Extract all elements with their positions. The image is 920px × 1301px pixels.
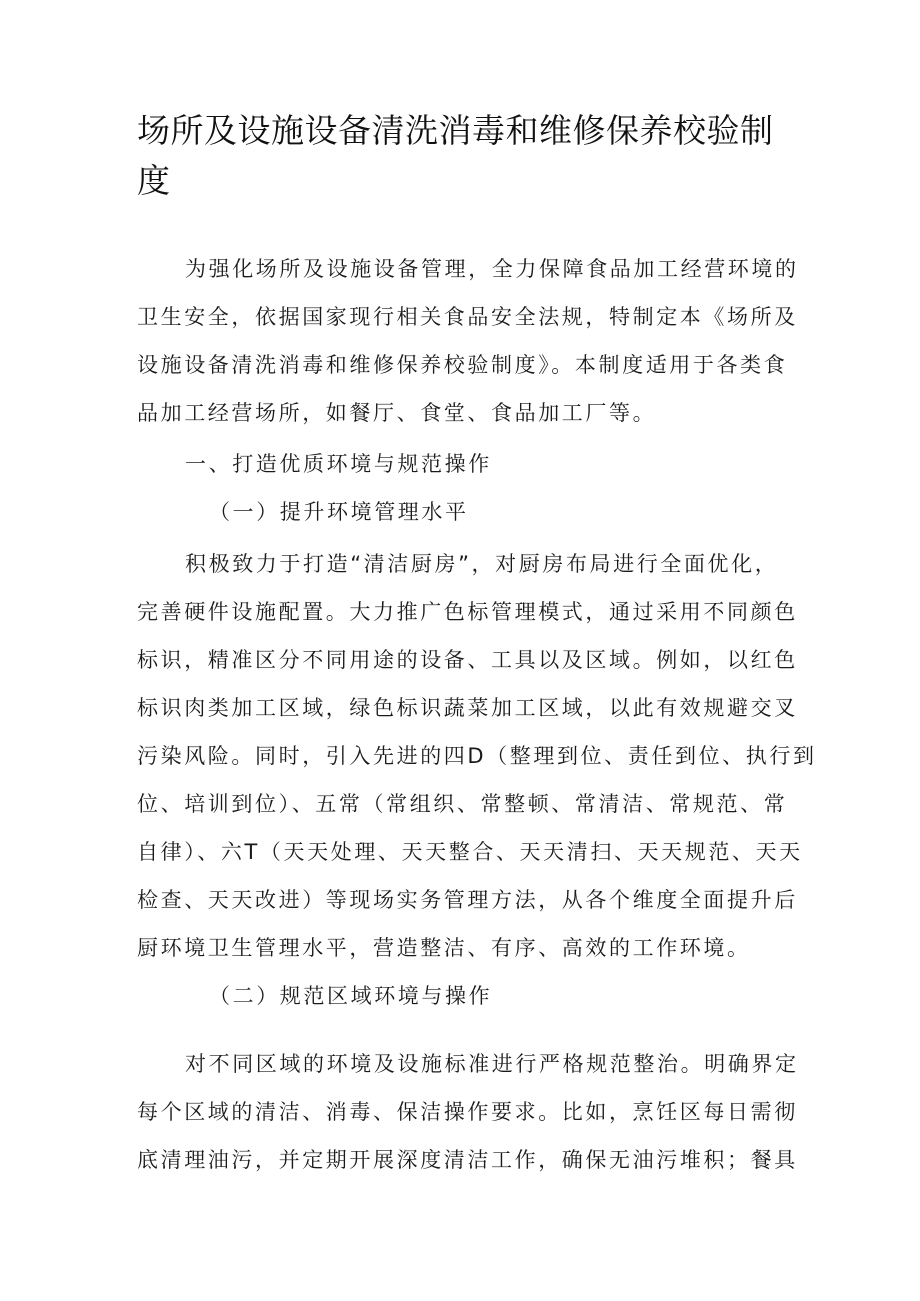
intro-line: 卫生安全，依据国家现行相关食品安全法规，特制定本《场所及 [137,305,798,329]
paragraph-line: 厨环境卫生管理水平，营造整洁、有序、高效的工作环境。 [137,936,751,960]
subsection-1-heading: （一）提升环境管理水平 [209,500,469,524]
subsection-2-paragraph [137,1040,797,1184]
subsection-2-heading: （二）规范区域环境与操作 [209,984,493,1008]
paragraph-line: 检查、天天改进）等现场实务管理方法，从各个维度全面提升后 [137,888,798,912]
paragraph-line: 积极致力于打造“清洁厨房”，对厨房布局进行全面优化， [185,552,779,576]
section-1-heading: 一、打造优质环境与规范操作 [185,452,492,476]
paragraph-line: 每个区域的清洁、消毒、保洁操作要求。比如，烹饪区每日需彻 [137,1100,798,1124]
document-title: 场所及设施设备清洗消毒和维修保养校验制度 [137,111,774,200]
intro-line: 品加工经营场所，如餐厅、食堂、食品加工厂等。 [137,401,657,425]
paragraph-line: 污染风险。同时，引入先进的四D（整理到位、责任到位、执行到 [137,744,817,768]
subsection-1-paragraph [137,540,817,972]
intro-line: 设施设备清洗消毒和维修保养校验制度》。本制度适用于各类食 [137,353,788,377]
paragraph-line: 标识肉类加工区域，绿色标识蔬菜加工区域，以此有效规避交叉 [137,696,798,720]
paragraph-line: 位、培训到位）、五常（常组织、常整顿、常清洁、常规范、常 [137,792,788,816]
paragraph-line: 完善硬件设施配置。大力推广色标管理模式，通过采用不同颜色 [137,600,798,624]
intro-line: 为强化场所及设施设备管理，全力保障食品加工经营环境的 [185,257,799,281]
paragraph-line: 自律）、六T（天天处理、天天整合、天天清扫、天天规范、天天 [137,840,803,864]
intro-paragraph [137,245,797,437]
paragraph-line: 底清理油污，并定期开展深度清洁工作，确保无油污堆积；餐具 [137,1148,798,1172]
paragraph-line: 标识，精准区分不同用途的设备、工具以及区域。例如，以红色 [137,648,798,672]
paragraph-line: 对不同区域的环境及设施标准进行严格规范整治。明确界定 [185,1052,799,1076]
